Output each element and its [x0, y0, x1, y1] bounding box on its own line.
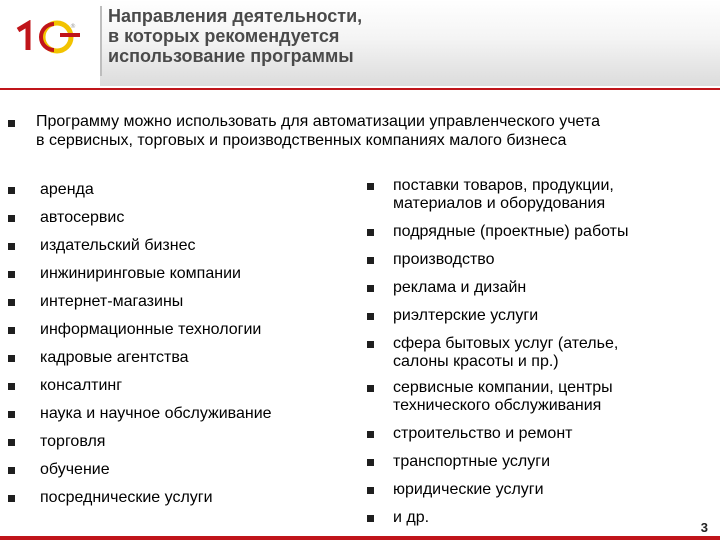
list-item: реклама и дизайн — [393, 279, 527, 296]
list-item: наука и научное обслуживание — [40, 405, 272, 422]
bullet-icon — [367, 459, 374, 466]
bullet-icon — [367, 431, 374, 438]
title-line: использование программы — [108, 46, 354, 66]
list-item: юридические услуги — [393, 481, 544, 498]
bullet-icon — [367, 515, 374, 522]
svg-text:®: ® — [70, 23, 76, 30]
list-item: автосервис — [40, 209, 125, 226]
intro-line: Программу можно использовать для автоматизации управленческого учета — [36, 113, 600, 130]
bullet-icon — [8, 299, 15, 306]
title-line: Направления деятельности, — [108, 6, 363, 26]
slide-title — [108, 6, 668, 66]
bullet-icon — [367, 183, 374, 190]
list-item: подрядные (проектные) работы — [393, 223, 629, 240]
list-item: аренда — [40, 181, 94, 198]
list-item: информационные технологии — [40, 321, 262, 338]
list-item-line: сфера бытовых услуг (ателье, — [393, 335, 619, 352]
list-item — [393, 335, 618, 371]
title-line: в которых рекомендуется — [108, 26, 340, 46]
list-item: обучение — [40, 461, 110, 478]
list-item: интернет-магазины — [40, 293, 184, 310]
list-item: производство — [393, 251, 495, 268]
list-item: торговля — [40, 433, 106, 450]
bullet-icon — [367, 313, 374, 320]
list-item: консалтинг — [40, 377, 123, 394]
1c-logo — [12, 20, 82, 54]
intro-line: в сервисных, торговых и производственных компаниях малого бизнеса — [36, 132, 567, 149]
bullet-icon — [8, 383, 15, 390]
bullet-icon — [8, 355, 15, 362]
list-item-line: сервисные компании, центры — [393, 379, 613, 396]
bullet-icon — [8, 439, 15, 446]
bullet-icon — [367, 341, 374, 348]
bullet-icon — [8, 243, 15, 250]
bullet-icon — [8, 495, 15, 502]
bullet-icon — [8, 271, 15, 278]
bullet-icon — [367, 229, 374, 236]
bullet-icon — [8, 467, 15, 474]
bullet-icon — [8, 187, 15, 194]
bullet-icon — [367, 385, 374, 392]
list-item-line: технического обслуживания — [393, 397, 602, 414]
list-item: кадровые агентства — [40, 349, 189, 366]
list-item: транспортные услуги — [393, 453, 551, 470]
bullet-icon — [8, 215, 15, 222]
list-item: инжиниринговые компании — [40, 265, 241, 282]
list-item-line: материалов и оборудования — [393, 195, 606, 212]
list-item: посреднические услуги — [40, 489, 213, 506]
list-item — [393, 379, 613, 415]
footer-rule — [0, 536, 720, 540]
bullet-icon — [8, 411, 15, 418]
list-item: строительство и ремонт — [393, 425, 573, 442]
intro-text — [36, 112, 696, 150]
bullet-icon — [367, 487, 374, 494]
list-item: издательский бизнес — [40, 237, 196, 254]
bullet-icon — [8, 120, 15, 127]
list-item-line: салоны красоты и пр.) — [393, 353, 559, 370]
bullet-icon — [367, 285, 374, 292]
title-divider — [100, 6, 102, 76]
header-rule — [0, 88, 720, 90]
list-item-line: поставки товаров, продукции, — [393, 177, 614, 194]
page-number: 3 — [700, 520, 708, 535]
bullet-icon — [8, 327, 15, 334]
bullet-icon — [367, 257, 374, 264]
list-item: риэлтерские услуги — [393, 307, 539, 324]
list-item — [393, 177, 614, 213]
list-item: и др. — [393, 509, 430, 526]
